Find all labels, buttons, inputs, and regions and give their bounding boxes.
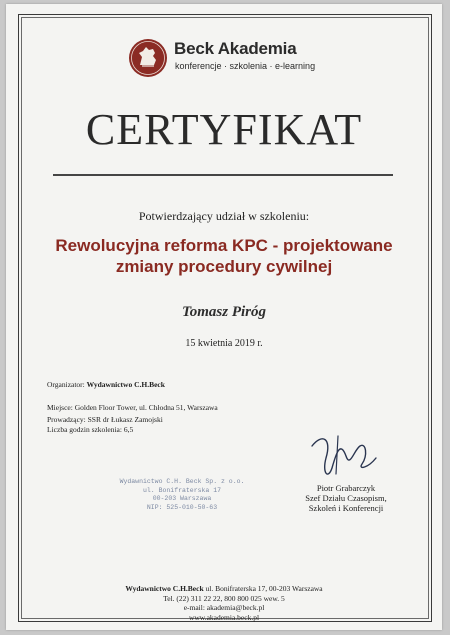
organizer-line: [47, 380, 165, 389]
signatory-block: [286, 483, 406, 513]
organizer-value: Wydawnictwo C.H.Beck: [86, 380, 165, 389]
logo-name: Beck Akademia: [174, 39, 297, 58]
title-divider: [53, 174, 393, 176]
organizer-label: Organizator:: [47, 380, 85, 389]
issue-date: 15 kwietnia 2019 r.: [185, 338, 263, 349]
participant-name: Tomasz Piróg: [181, 304, 267, 320]
signatory-name: Piotr Grabarczyk: [316, 483, 376, 493]
hours-line: [47, 425, 133, 434]
place-value: Golden Floor Tower, ul. Chłodna 51, Warszawa: [74, 403, 218, 412]
place-label: Miejsce:: [47, 403, 73, 412]
stamp-line-2: ul. Bonifraterska 17: [142, 486, 221, 494]
footer-address-line: [6, 584, 442, 594]
participation-statement: Potwierdzający udział w szkoleniu:: [138, 209, 310, 223]
lecturer-label: Prowadzący:: [47, 415, 86, 424]
beck-lion-crest-icon: [128, 38, 168, 78]
signatory-role-line-2: Szkoleń i Konferencji: [308, 503, 384, 513]
certificate-page: [6, 4, 442, 630]
footer-address: ul. Bonifraterska 17, 00-203 Warszawa: [205, 584, 323, 593]
hours-label: Liczba godzin szkolenia:: [47, 425, 122, 434]
signatory-role-line-1: Szef Działu Czasopism,: [305, 493, 387, 503]
company-stamp: [118, 478, 246, 512]
footer-website: www.akademia.beck.pl: [188, 612, 260, 622]
lecturer-value: SSR dr Łukasz Zamojski: [87, 415, 163, 424]
footer-email: e-mail: akademia@beck.pl: [183, 603, 265, 612]
beck-akademia-logo: [128, 38, 338, 78]
stamp-line-1: Wydawnictwo C.H. Beck Sp. z o.o.: [119, 478, 245, 485]
stamp-line-4: NIP: 525-010-50-63: [146, 503, 218, 511]
certificate-title: CERTYFIKAT: [85, 105, 363, 154]
logo-tagline: konferencje · szkolenia · e-learning: [175, 61, 316, 71]
course-title-line-2: zmiany procedury cywilnej: [115, 257, 333, 276]
handwritten-signature: [302, 428, 392, 488]
footer-phone: Tel. (22) 311 22 22, 800 800 025 wew. 5: [163, 593, 285, 603]
footer-company: Wydawnictwo C.H.Beck: [125, 584, 204, 593]
hours-value: 6,5: [123, 425, 134, 434]
course-title: [26, 235, 422, 277]
lecturer-line: [47, 415, 163, 424]
stamp-line-3: 00-203 Warszawa: [152, 495, 212, 502]
footer-contact: [6, 584, 442, 622]
course-title-line-1: Rewolucyjna reforma KPC - projektowane: [55, 236, 393, 255]
place-line: [47, 403, 218, 412]
